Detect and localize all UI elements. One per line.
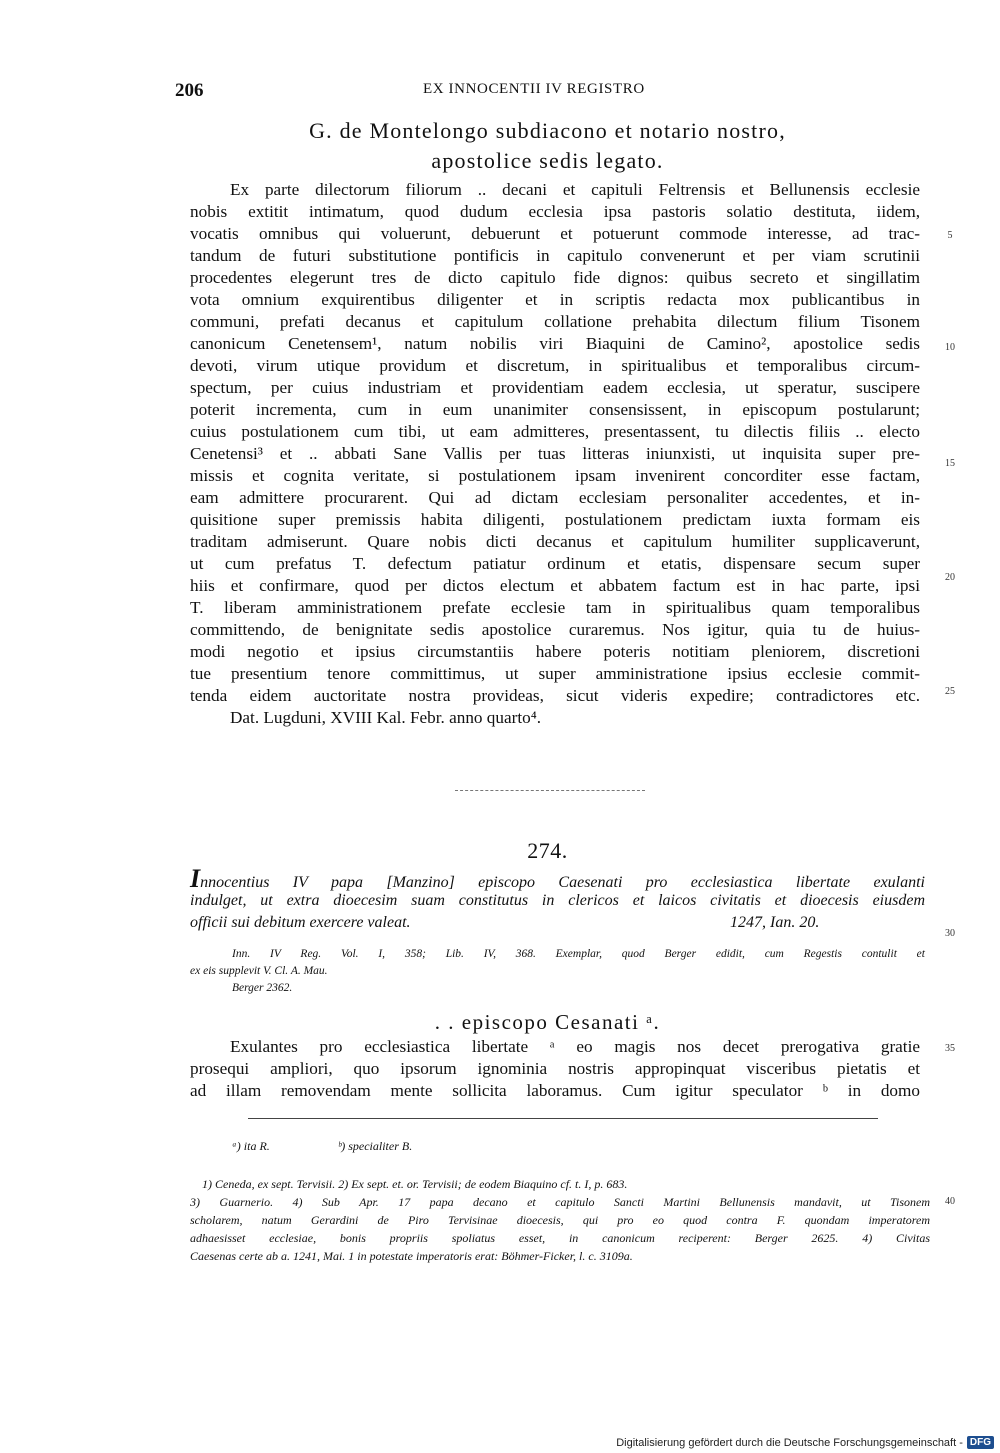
dating-line: Dat. Lugduni, XVIII Kal. Febr. anno quarto⁴. — [230, 708, 542, 727]
body-line: missis et cognita veritate, si postulationem ipsam invenirent concorditer esse factam, — [190, 466, 920, 485]
margin-line-number: 15 — [945, 458, 955, 469]
body-line: traditam admiserunt. Quare nobis dicti decanus et capitulum humiliter supplicaverunt, — [190, 532, 920, 551]
section-separator — [455, 790, 645, 791]
body-line: eam admittere procurarent. Qui ad dictam ecclesiam personaliter accedentes, et in- — [190, 488, 920, 507]
footnote-line: 3) Guarnerio. 4) Sub Apr. 17 papa decano et capitulo Sancti Martini Bellunensis mandavit, ut Tisonem — [190, 1195, 930, 1209]
letter-title-line-1: G. de Montelongo subdiacono et notario nostro, — [309, 118, 786, 143]
regest-line: officii sui debitum exercere valeat. — [190, 914, 411, 931]
body-line: devoti, virum utique providum et discretum, in spiritualibus et temporalibus circum- — [190, 356, 920, 375]
regest-line: Innocentius IV papa [Manzino] episcopo Caesenati pro ecclesiastica libertate exulanti — [190, 864, 925, 893]
body-line: vota omnium exquirentibus diligenter et in scriptis redacta mox publicantibus in — [190, 290, 920, 309]
document-number: 274. — [527, 838, 568, 863]
regest-line: indulget, ut extra dioecesim suam constitutus in clericos et laicos civitatis et dioecesis eiusdem — [190, 892, 925, 909]
margin-line-number: 25 — [945, 686, 955, 697]
body-line: hiis et confirmare, quod per dictos electum et abbatem factum est in hac parte, ipsi — [190, 576, 920, 595]
body-line: Exulantes pro ecclesiastica libertate ᵃ eo magis nos decet prerogativa gratie — [230, 1037, 920, 1056]
footnote-rule — [248, 1118, 878, 1119]
page-number: 206 — [175, 80, 204, 101]
body-line: Ex parte dilectorum filiorum .. decani et capituli Feltrensis et Bellunensis ecclesie — [230, 180, 920, 199]
body-line: canonicum Cenetensem¹, natum nobilis viri Biaquini de Camino², apostolice sedis — [190, 334, 920, 353]
body-line: prosequi ampliori, quo ipsorum ignominia nostris appropinquat visceribus pietatis et — [190, 1059, 920, 1078]
margin-line-number: 40 — [945, 1196, 955, 1207]
dfg-logo: DFG — [967, 1436, 994, 1449]
footnote-line: Caesenas certe ab a. 1241, Mai. 1 in potestate imperatoris erat: Böhmer-Ficker, l. c. 3109a. — [190, 1249, 633, 1263]
body-line: tue presentium tenore committimus, ut super amministratione ipsius ecclesie commit- — [190, 664, 920, 683]
source-line: Inn. IV Reg. Vol. I, 358; Lib. IV, 368. Exemplar, quod Berger edidit, cum Regestis contulit et — [232, 948, 925, 960]
footer-text: Digitalisierung gefördert durch die Deutsche Forschungsgemeinschaft - — [616, 1436, 963, 1449]
critical-note: ᵃ) ita R. — [232, 1139, 270, 1153]
body-line: procedentes elegerunt tres de dicto capitulo fide dignos: quibus secreto et singillatim — [190, 268, 920, 287]
source-line: ex eis supplevit V. Cl. A. Mau. — [190, 965, 328, 977]
critical-note: ᵇ) specialiter B. — [338, 1139, 413, 1153]
running-title: EX INNOCENTII IV REGISTRO — [423, 81, 645, 97]
body-line: cuius postulationem cum tibi, ut eam admitteres, presentassent, tu dilectis filiis .. electo — [190, 422, 920, 441]
body-line: quisitione super premissis habita diligenti, postulationem predictam iuxta formam eis — [190, 510, 920, 529]
margin-line-number: 10 — [945, 342, 955, 353]
body-line: tandum de futuri substitutione pontificis in capitulo convenerunt et per viam scrutinii — [190, 246, 920, 265]
body-line: committendo, de benignitate sedis apostolice curaremus. Nos igitur, quia tu de huius- — [190, 620, 920, 639]
letter-title-line-2: apostolice sedis legato. — [431, 148, 664, 173]
footnote-line: scholarem, natum Gerardini de Piro Tervisinae dioecesis, qui pro eo quod contra F. quondam imperatorem — [190, 1213, 930, 1227]
body-line: ad illam removendam mente sollicita laboramus. Cum igitur speculator ᵇ in domo — [190, 1081, 920, 1100]
source-line: Berger 2362. — [232, 982, 293, 994]
body-line: spectum, per cuius industriam et providentiam eadem ecclesia, ut speratur, suscipere — [190, 378, 920, 397]
margin-line-number: 30 — [945, 928, 955, 939]
margin-line-number: 35 — [945, 1043, 955, 1054]
footnote-line: 1) Ceneda, ex sept. Tervisii. 2) Ex sept. et. or. Tervisii; de eodem Biaquino cf. t. I, p. 683. — [202, 1177, 628, 1191]
body-line: nobis extitit intimatum, quod dudum ecclesia ipsa pastoris solatio destituta, iidem, — [190, 202, 920, 221]
body-line: ut cum prefatus T. defectum patiatur ordinum et etatis, dispensare secum super — [190, 554, 920, 573]
body-line: modi negotio et ipsius circumstantiis habere poteris notitiam pleniorem, discretioni — [190, 642, 920, 661]
margin-line-number: 5 — [947, 230, 953, 241]
body-line: poterit incrementa, cum in eum unanimiter consensissent, in episcopum postularunt; — [190, 400, 920, 419]
body-line: T. liberam amministrationem prefate ecclesie tam in spiritualibus quam temporalibus — [190, 598, 920, 617]
body-line: tenda eidem auctoritate nostra provideas, sicut videris expedire; contradictores etc. — [190, 686, 920, 705]
addressee: . . episcopo Cesanati ᵃ. — [434, 1010, 661, 1034]
body-line: Cenetensi³ et .. abbati Sane Vallis per tuas litteras iniunxisti, ut inquisita super pre- — [190, 444, 920, 463]
body-line: vocatis omnibus qui voluerunt, debuerunt et potuerunt commode interesse, ad trac- — [190, 224, 920, 243]
document-date: 1247, Ian. 20. — [730, 914, 820, 931]
margin-line-number: 20 — [945, 572, 955, 583]
footnote-line: adhaesisset ecclesiae, bonis propriis spoliatus esset, in canonicum reciperent: Berger 2625. 4) Civitas — [190, 1231, 930, 1245]
digitization-footer — [616, 1436, 994, 1449]
running-head — [175, 80, 920, 104]
body-line: communi, prefati decanus et capitulum collatione prehabita dilectum filium Tisonem — [190, 312, 920, 331]
